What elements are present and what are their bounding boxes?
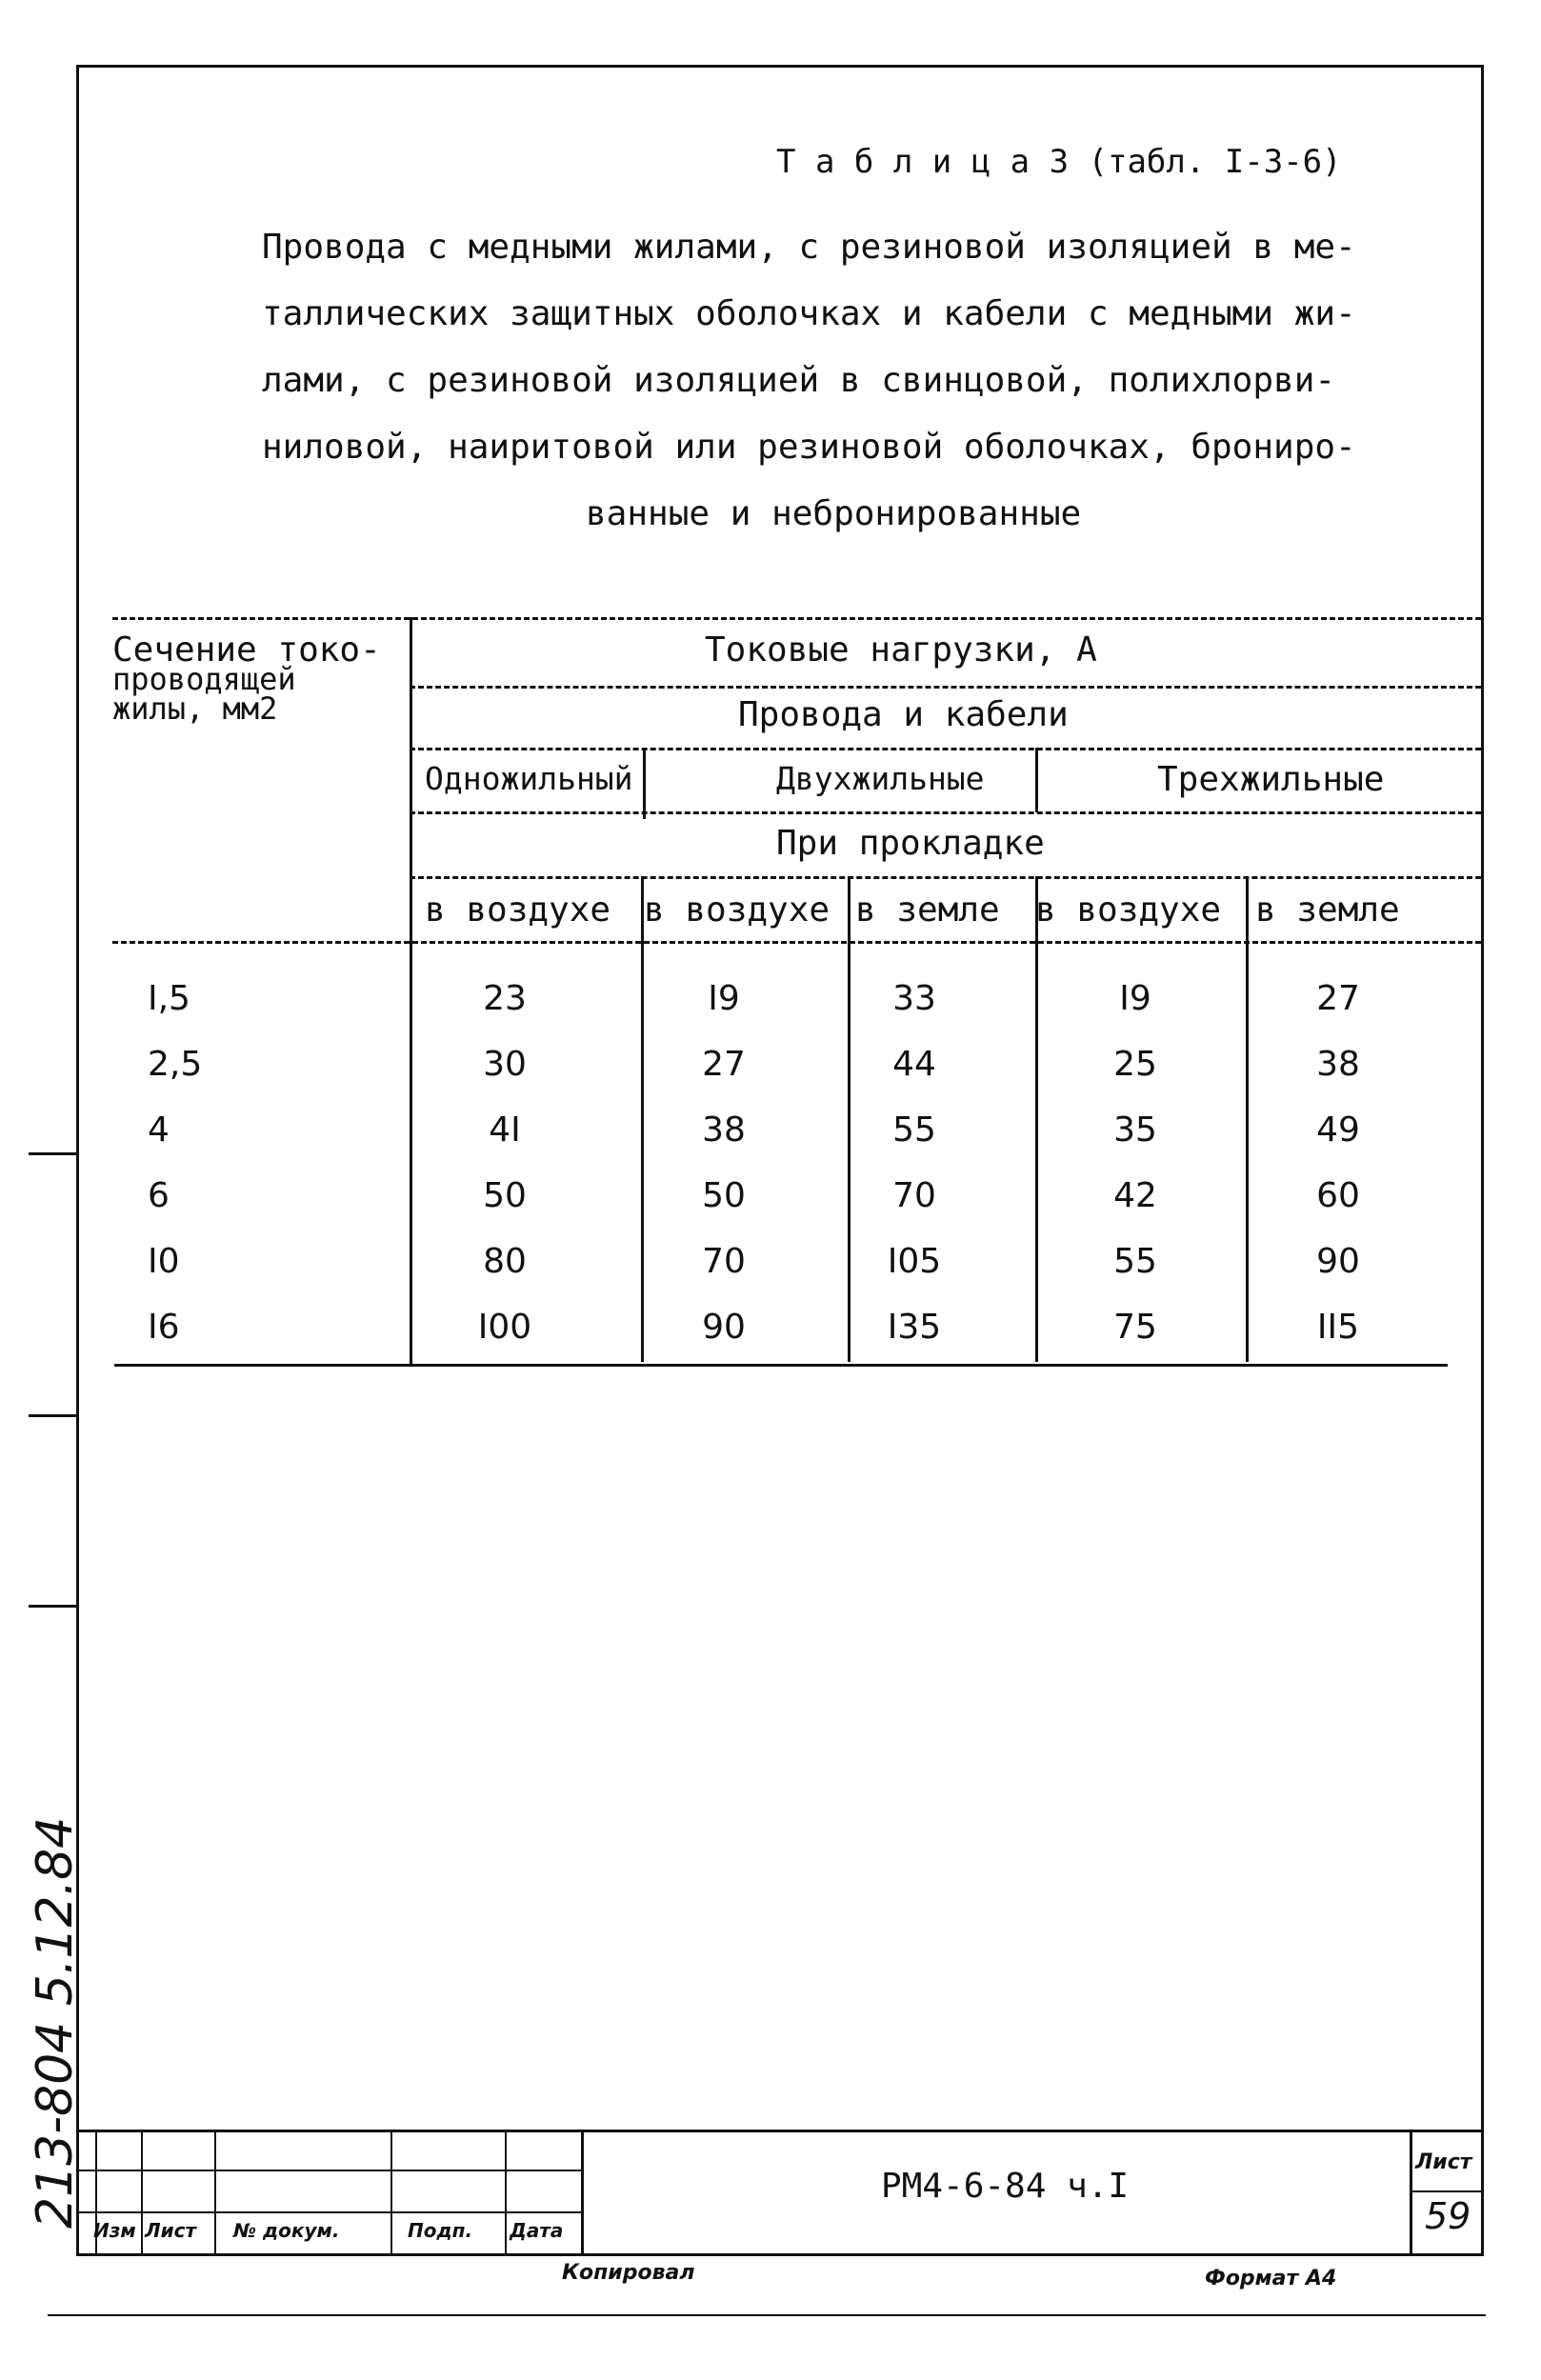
col-divider (410, 617, 412, 1364)
section-header: Сечение токо- (112, 630, 381, 670)
current-load-cell: 55 (1113, 1242, 1157, 1281)
current-load-cell: 60 (1316, 1176, 1360, 1215)
document-code: РМ4-6-84 ч.I (881, 2167, 1130, 2206)
table-top-rule (112, 617, 1481, 620)
in-air-header: в воздухе (425, 890, 611, 930)
col-divider (1035, 748, 1038, 812)
current-load-cell: 80 (483, 1242, 527, 1281)
description-line: ванные и небронированные (586, 494, 1082, 533)
titleblock-top (76, 2130, 1484, 2132)
current-load-cell: 50 (483, 1176, 527, 1215)
titleblock-col (141, 2130, 143, 2253)
header-rule (410, 811, 1481, 814)
cross-section-cell: 2,5 (148, 1045, 203, 1084)
current-load-cell: 44 (892, 1045, 936, 1084)
margin-tick (29, 1605, 78, 1608)
col-divider (1246, 876, 1249, 1362)
frame-bottom (76, 2253, 1484, 2256)
sheet-number: 59 (1425, 2195, 1471, 2237)
current-load-cell: 35 (1113, 1110, 1157, 1150)
current-load-cell: 90 (702, 1308, 746, 1347)
margin-tick (29, 1414, 78, 1417)
current-load-cell: 33 (892, 979, 936, 1018)
col-doc-label: № докум. (233, 2219, 340, 2242)
page-bottom-rule (48, 2314, 1486, 2316)
in-air-header: в воздухе (1035, 890, 1222, 930)
current-load-cell: I00 (477, 1308, 532, 1347)
current-load-cell: 49 (1316, 1110, 1360, 1150)
cross-section-cell: 4 (148, 1110, 170, 1150)
in-ground-header: в земле (1255, 890, 1400, 930)
sheet-label: Лист (1415, 2150, 1472, 2174)
cross-section-cell: I,5 (148, 979, 190, 1018)
cross-section-cell: I0 (148, 1242, 180, 1281)
current-load-cell: I9 (708, 979, 740, 1018)
frame-top (76, 65, 1484, 68)
section-header: жилы, мм2 (112, 690, 278, 727)
description-line: лами, с резиновой изоляцией в свинцовой, полихлорви- (262, 361, 1336, 400)
current-load-cell: 25 (1113, 1045, 1157, 1084)
col-divider (1035, 876, 1038, 1362)
current-load-cell: II5 (1316, 1308, 1360, 1347)
titleblock-col (581, 2130, 584, 2253)
header-rule (410, 686, 1481, 689)
in-air-header: в воздухе (644, 890, 831, 930)
section-header: проводящей (112, 661, 296, 697)
wires-header: Провода и кабели (738, 695, 1069, 734)
current-load-cell: I35 (887, 1308, 942, 1347)
current-load-cell: I9 (1119, 979, 1151, 1018)
load-header: Токовые нагрузки, А (705, 630, 1097, 670)
current-load-cell: 23 (483, 979, 527, 1018)
format-label: Формат А4 (1205, 2267, 1337, 2290)
current-load-cell: 38 (702, 1110, 746, 1150)
in-ground-header: в земле (855, 890, 1000, 930)
current-load-cell: 4I (489, 1110, 521, 1150)
header-bottom-rule (112, 941, 1481, 944)
current-load-cell: 27 (702, 1045, 746, 1084)
current-load-cell: 70 (702, 1242, 746, 1281)
current-load-cell: 42 (1113, 1176, 1157, 1215)
current-load-cell: 75 (1113, 1308, 1157, 1347)
header-rule (410, 876, 1481, 879)
current-load-cell: 38 (1316, 1045, 1360, 1084)
description-line: Провода с медными жилами, с резиновой изоляцией в ме- (262, 228, 1356, 267)
col-divider (643, 748, 646, 819)
current-load-cell: 30 (483, 1045, 527, 1084)
cross-section-cell: I6 (148, 1308, 180, 1347)
col-sign-label: Подп. (408, 2219, 473, 2242)
frame-right (1481, 65, 1484, 2255)
titleblock-col (214, 2130, 216, 2253)
titleblock-col (505, 2130, 507, 2253)
description-line: ниловой, наиритовой или резиновой оболочках, брониро- (262, 428, 1356, 467)
col-divider (641, 876, 644, 1362)
current-load-cell: I05 (887, 1242, 942, 1281)
current-load-cell: 55 (892, 1110, 936, 1150)
margin-tick (29, 1152, 78, 1155)
laying-header: При прокладке (776, 824, 1045, 863)
two-core-header: Двухжильные (776, 760, 985, 797)
three-core-header: Трехжильные (1157, 760, 1385, 799)
single-core-header: Одножильный (425, 760, 633, 797)
current-load-cell: 70 (892, 1176, 936, 1215)
margin-handwriting: 213-804 5.12.84 (27, 1816, 84, 2229)
current-load-cell: 50 (702, 1176, 746, 1215)
current-load-cell: 27 (1316, 979, 1360, 1018)
table-title: Т а б л и ц а 3 (табл. I-3-6) (776, 143, 1342, 181)
col-list-label: Лист (145, 2219, 197, 2242)
col-izm-label: Изм (93, 2219, 136, 2242)
table-bottom-rule (114, 1364, 1448, 1367)
col-date-label: Дата (510, 2219, 564, 2242)
titleblock-col (390, 2130, 392, 2253)
cross-section-cell: 6 (148, 1176, 170, 1215)
copied-label: Копировал (562, 2261, 695, 2285)
header-rule (410, 748, 1481, 750)
description-line: таллических защитных оболочках и кабели с медными жи- (262, 294, 1356, 333)
titleblock-rule (1410, 2190, 1484, 2192)
current-load-cell: 90 (1316, 1242, 1360, 1281)
